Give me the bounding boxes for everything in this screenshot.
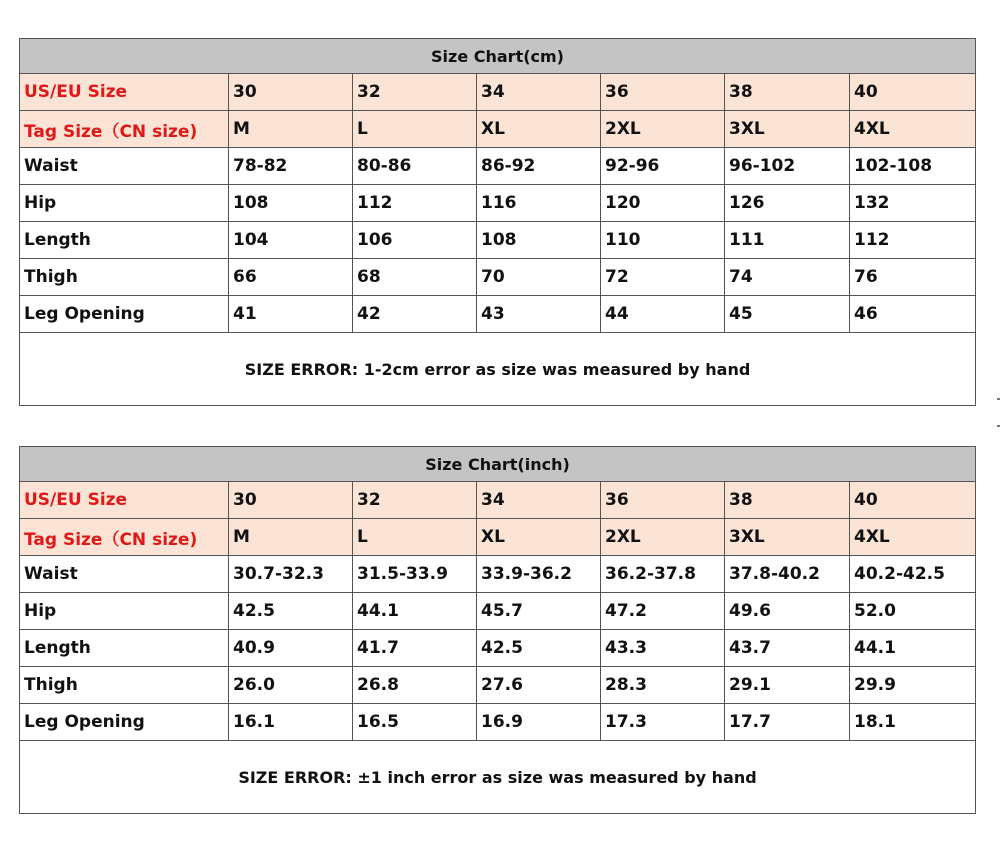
table-row (20, 296, 976, 333)
row-label: Length (20, 630, 229, 667)
table-cell: 132 (850, 185, 976, 222)
table-cell: M (229, 519, 353, 556)
table-row (20, 222, 976, 259)
table-cell: 18.1 (850, 704, 976, 741)
size-chart-cm (19, 38, 976, 406)
table-cell: 41 (229, 296, 353, 333)
table-cell: 49.6 (725, 593, 850, 630)
table-cell: 110 (601, 222, 725, 259)
row-label: Tag Size（CN size) (20, 111, 229, 148)
table-cell: 38 (725, 482, 850, 519)
table-cell: 27.6 (477, 667, 601, 704)
table-cell: 3XL (725, 519, 850, 556)
table-cell: 44.1 (353, 593, 477, 630)
table-cell: L (353, 111, 477, 148)
row-label: Hip (20, 185, 229, 222)
row-label: Leg Opening (20, 296, 229, 333)
table-cell: 40.9 (229, 630, 353, 667)
table-row (20, 630, 976, 667)
table-cell: 41.7 (353, 630, 477, 667)
table-cell: 46 (850, 296, 976, 333)
table-cell: 37.8-40.2 (725, 556, 850, 593)
table-cell: 34 (477, 74, 601, 111)
table-cell: 74 (725, 259, 850, 296)
table-cell: 126 (725, 185, 850, 222)
table-cell: 86-92 (477, 148, 601, 185)
table-cell: 43.7 (725, 630, 850, 667)
table-cell: 30.7-32.3 (229, 556, 353, 593)
table-cell: 26.0 (229, 667, 353, 704)
table-cell: 16.5 (353, 704, 477, 741)
row-label: Length (20, 222, 229, 259)
table-cell: 112 (353, 185, 477, 222)
table-cell: 66 (229, 259, 353, 296)
table-cell: 111 (725, 222, 850, 259)
table-cell: 28.3 (601, 667, 725, 704)
row-label: Hip (20, 593, 229, 630)
chart-title: Size Chart(cm) (20, 39, 976, 74)
table-cell: 68 (353, 259, 477, 296)
table-cell: 42.5 (477, 630, 601, 667)
size-chart-inch (19, 446, 976, 814)
table-cell: 76 (850, 259, 976, 296)
table-cell: 40 (850, 482, 976, 519)
table-cell: 72 (601, 259, 725, 296)
table-cell: 45.7 (477, 593, 601, 630)
table-cell: 78-82 (229, 148, 353, 185)
table-cell: 108 (229, 185, 353, 222)
table-cell: 42.5 (229, 593, 353, 630)
table-cell: 26.8 (353, 667, 477, 704)
table-cell: 30 (229, 74, 353, 111)
table-cell: 30 (229, 482, 353, 519)
row-label: Waist (20, 556, 229, 593)
table-cell: 34 (477, 482, 601, 519)
table-row (20, 519, 976, 556)
table-cell: 44 (601, 296, 725, 333)
table-cell: 4XL (850, 111, 976, 148)
table-row (20, 556, 976, 593)
chart-title-row (20, 39, 976, 74)
table-row (20, 148, 976, 185)
row-label: Thigh (20, 667, 229, 704)
table-cell: 40 (850, 74, 976, 111)
table-cell: 120 (601, 185, 725, 222)
size-error-note: SIZE ERROR: 1-2cm error as size was measured by hand (20, 333, 976, 406)
size-error-note: SIZE ERROR: ±1 inch error as size was measured by hand (20, 741, 976, 814)
table-cell: 102-108 (850, 148, 976, 185)
table-row (20, 185, 976, 222)
table-cell: 29.1 (725, 667, 850, 704)
table-cell: 29.9 (850, 667, 976, 704)
table-cell: 106 (353, 222, 477, 259)
table-cell: 16.1 (229, 704, 353, 741)
note-row (20, 333, 976, 406)
table-cell: XL (477, 111, 601, 148)
table-cell: 40.2-42.5 (850, 556, 976, 593)
table-cell: 2XL (601, 111, 725, 148)
row-label: US/EU Size (20, 74, 229, 111)
note-row (20, 741, 976, 814)
chart-title-row (20, 447, 976, 482)
table-cell: 33.9-36.2 (477, 556, 601, 593)
table-cell: 36 (601, 74, 725, 111)
row-label: Leg Opening (20, 704, 229, 741)
table-cell: XL (477, 519, 601, 556)
table-row (20, 667, 976, 704)
table-cell: 70 (477, 259, 601, 296)
row-label: US/EU Size (20, 482, 229, 519)
table-cell: 32 (353, 482, 477, 519)
table-cell: 108 (477, 222, 601, 259)
table-cell: M (229, 111, 353, 148)
table-row (20, 593, 976, 630)
table-cell: 31.5-33.9 (353, 556, 477, 593)
table-cell: 17.3 (601, 704, 725, 741)
table-cell: 43.3 (601, 630, 725, 667)
table-cell: 42 (353, 296, 477, 333)
table-cell: 116 (477, 185, 601, 222)
table-cell: 45 (725, 296, 850, 333)
row-label: Thigh (20, 259, 229, 296)
table-cell: 44.1 (850, 630, 976, 667)
table-row (20, 482, 976, 519)
table-row (20, 704, 976, 741)
table-cell: 17.7 (725, 704, 850, 741)
table-cell: 43 (477, 296, 601, 333)
row-label: Tag Size（CN size) (20, 519, 229, 556)
table-cell: 16.9 (477, 704, 601, 741)
table-cell: 36 (601, 482, 725, 519)
table-cell: 92-96 (601, 148, 725, 185)
table-cell: L (353, 519, 477, 556)
table-row (20, 111, 976, 148)
chart-title: Size Chart(inch) (20, 447, 976, 482)
table-cell: 96-102 (725, 148, 850, 185)
table-cell: 38 (725, 74, 850, 111)
table-cell: 32 (353, 74, 477, 111)
table-cell: 104 (229, 222, 353, 259)
table-cell: 112 (850, 222, 976, 259)
table-cell: 3XL (725, 111, 850, 148)
table-cell: 4XL (850, 519, 976, 556)
table-cell: 47.2 (601, 593, 725, 630)
table-row (20, 74, 976, 111)
table-cell: 36.2-37.8 (601, 556, 725, 593)
table-cell: 2XL (601, 519, 725, 556)
row-label: Waist (20, 148, 229, 185)
table-cell: 52.0 (850, 593, 976, 630)
table-cell: 80-86 (353, 148, 477, 185)
table-row (20, 259, 976, 296)
